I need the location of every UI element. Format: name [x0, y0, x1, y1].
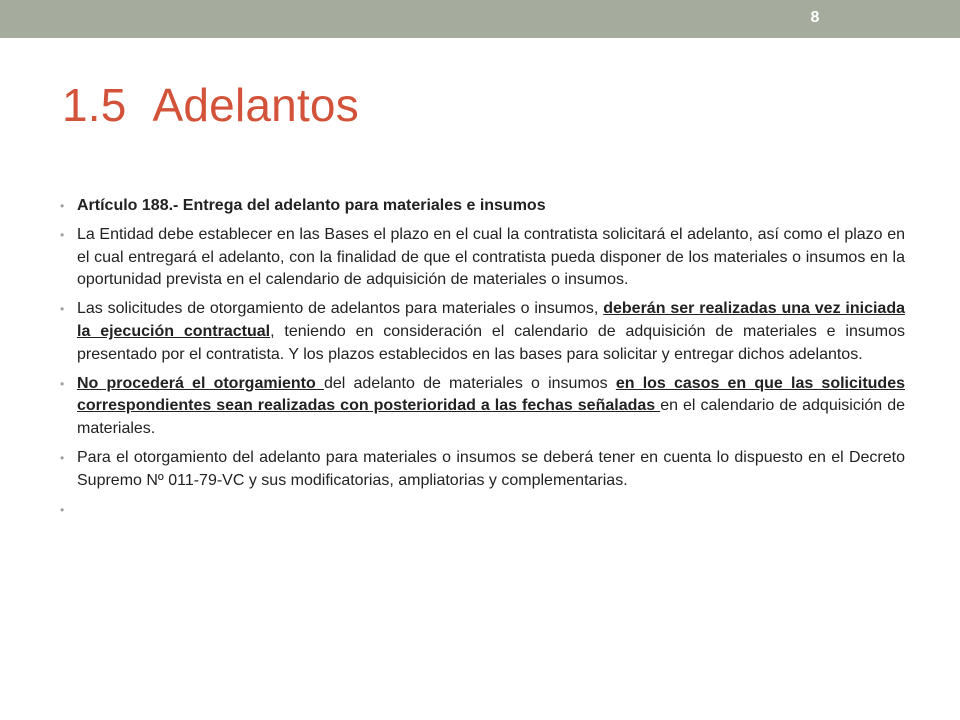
- list-item-decreto: [60, 447, 905, 493]
- list-item-solicitudes: [60, 298, 905, 366]
- paragraph-text: en el calendario de adquisición de materiales.: [77, 397, 906, 438]
- emphasized-text: en los casos en que las solicitudes correspondientes sean realizadas con posterioridad a las fechas señaladas: [77, 374, 905, 415]
- bullet-icon: •: [60, 302, 65, 317]
- article-heading: Artículo 188.- Entrega del adelanto para materiales e insumos: [77, 197, 546, 214]
- paragraph-text: , teniendo en consideración el calendario de adquisición de materiales e insumos presentado por el contratista. Y los plazos establecidos en las bases para solicitar y entregar dichos adelantos.: [77, 322, 906, 363]
- paragraph-text: Las solicitudes de otorgamiento de adelantos para materiales o insumos,: [77, 300, 604, 318]
- emphasized-text: deberán ser realizadas una vez iniciada la ejecución contractual: [77, 300, 906, 340]
- bullet-icon: •: [60, 227, 65, 242]
- page-number: 8: [810, 9, 820, 26]
- paragraph-text: Para el otorgamiento del adelanto para materiales o insumos se deberá tener en cuenta lo dispuesto en el Decreto Supremo Nº 011-79-VC y sus modificatorias, ampliatorias y complementarias.: [77, 448, 905, 489]
- bullet-icon: •: [60, 450, 65, 465]
- bullet-icon: •: [60, 199, 65, 213]
- list-item-entidad: [60, 224, 905, 292]
- top-bar: [0, 0, 960, 38]
- bullet-icon: •: [60, 376, 65, 391]
- list-item-empty: [60, 499, 905, 522]
- content-list: [60, 195, 905, 527]
- paragraph-text: La Entidad debe establecer en las Bases el plazo en el cual la contratista solicitará el adelanto, así como el plazo en el cual entregará el adelanto, con la finalidad de que el contratista pueda disponer de los materiales o insumos en la oportunidad prevista en el calendario de adquisición de materiales o insumos.: [77, 225, 905, 289]
- slide-title: 1.5 Adelantos: [62, 79, 359, 131]
- bullet-icon: •: [60, 502, 65, 517]
- list-item-no-procedera: [60, 373, 905, 441]
- paragraph-text: del adelanto de materiales o insumos: [323, 374, 616, 392]
- emphasized-text: No procederá el otorgamiento: [77, 374, 324, 392]
- list-item-article: [60, 195, 905, 218]
